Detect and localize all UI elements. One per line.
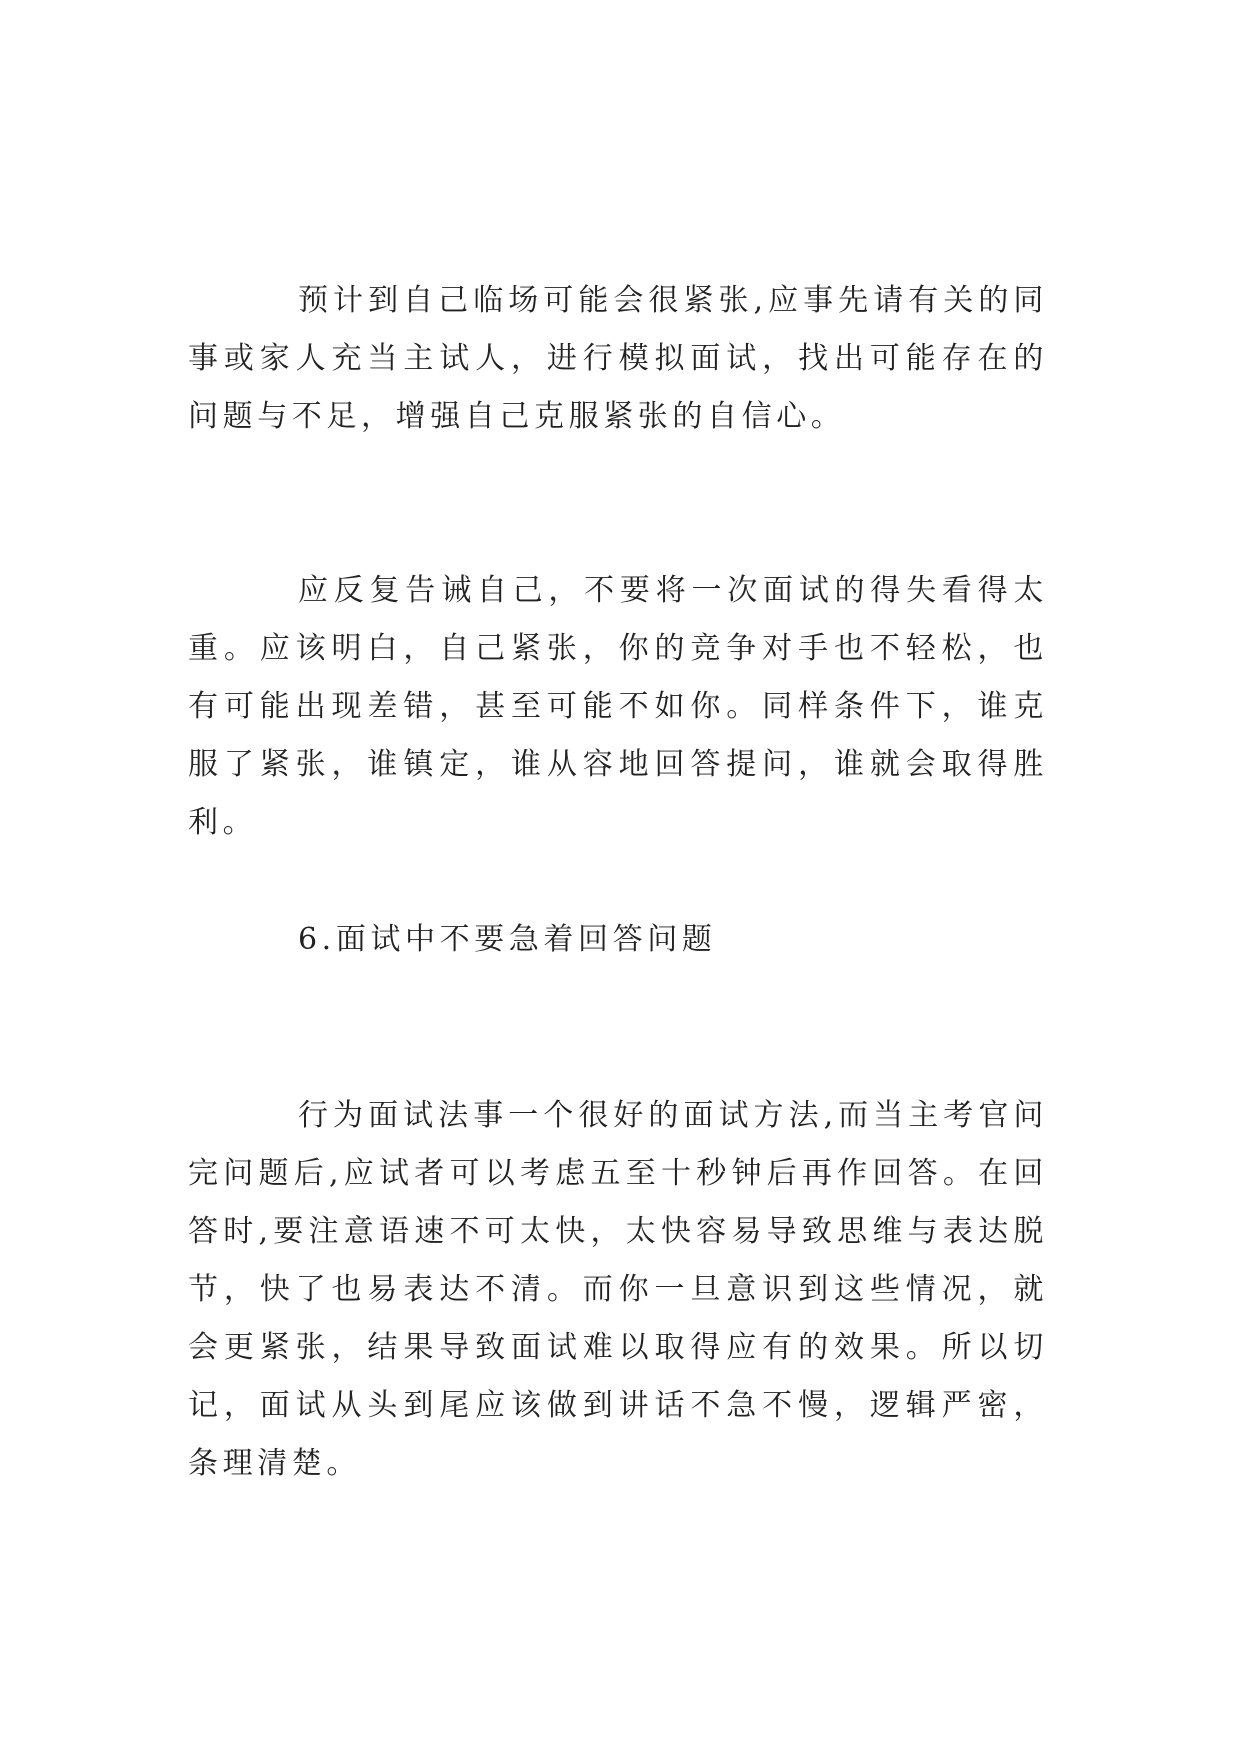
paragraph-self-reminder: 应反复告诫自己，不要将一次面试的得失看得太重。应该明白，自己紧张，你的竞争对手也不轻松，也有可能出现差错，甚至可能不如你。同样条件下，谁克服了紧张，谁镇定，谁从容地回答提问，谁就会取得胜利。: [188, 573, 1048, 840]
section-heading: 6.面试中不要急着回答问题: [298, 922, 717, 957]
paragraph-simulated-interview: 预计到自己临场可能会很紧张,应事先请有关的同事或家人充当主试人，进行模拟面试，找出可能存在的问题与不足，增强自己克服紧张的自信心。: [188, 283, 1048, 434]
paragraph-answer-pacing: 行为面试法事一个很好的面试方法,而当主考官问完问题后,应试者可以考虑五至十秒钟后再作回答。在回答时,要注意语速不可太快，太快容易导致思维与表达脱节，快了也易表达不清。而你一旦意识到这些情况，就会更紧张，结果导致面试难以取得应有的效果。所以切记，面试从头到尾应该做到讲话不急不慢，逻辑严密，条理清楚。: [188, 1098, 1048, 1481]
